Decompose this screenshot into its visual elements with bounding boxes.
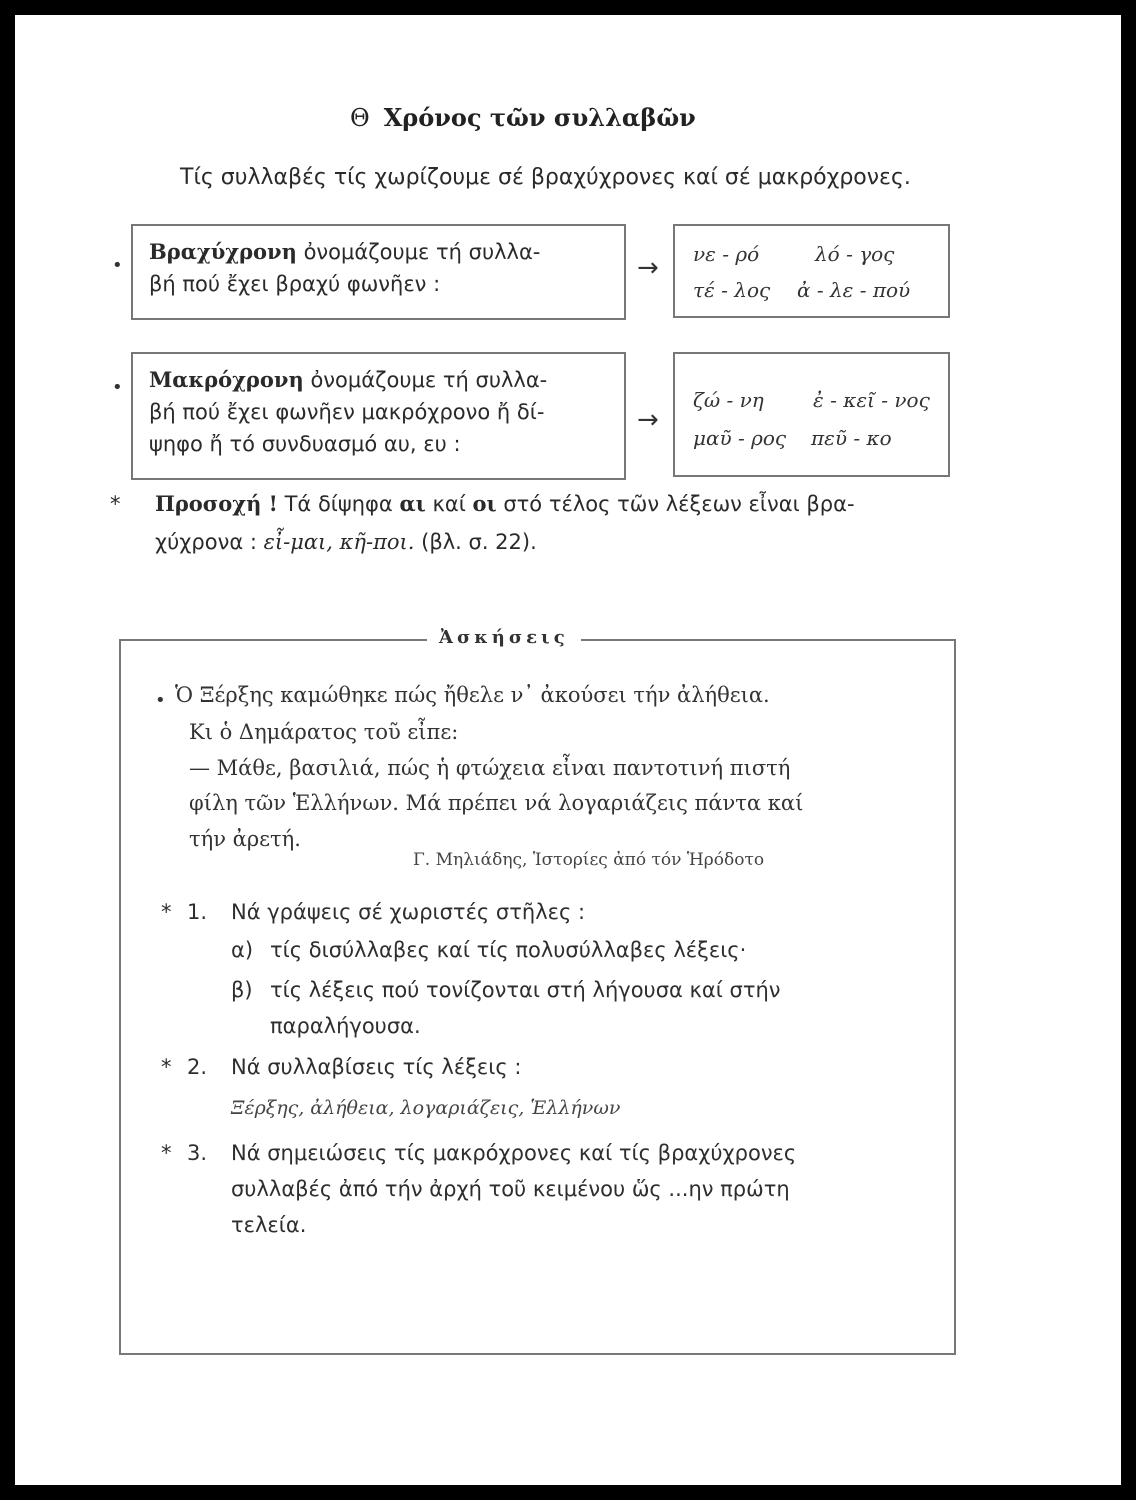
example-word: ἐ - κεῖ - νος [813,388,930,412]
rule-term: Μακρόχρονη [149,367,304,392]
task-number: α) [231,938,254,962]
section-letter: Θ [350,104,370,132]
task-text: Νά σημειώσεις τίς μακρόχρονες καί τίς βραχύχρονες [231,1141,797,1165]
rule-text: βή πού ἔχει βραχύ φωνῆεν : [149,272,441,296]
arrow-icon: → [637,253,659,283]
task-text: Νά συλλαβίσεις τίς λέξεις : [231,1055,522,1079]
rule-bullet: • [112,255,123,276]
note-text: στό τέλος τῶν λέξεων εἶναι βρα- [503,492,855,516]
rule-text: ψηφο ἤ τό συνδυασμό αυ, ευ : [149,432,461,456]
task-text: Νά γράψεις σέ χωριστές στῆλες : [231,900,586,924]
example-word: ζώ - νη [693,388,764,412]
passage-line: Κι ὁ Δημάρατος τοῦ εἶπε: [189,720,459,744]
note-text: Τά δίψηφα [284,492,393,516]
note-text: καί [432,492,466,516]
note-digraph: οι [472,491,497,516]
note-digraph: αι [399,491,426,516]
rule-bullet: • [112,377,123,398]
note-reference: (βλ. σ. 22). [421,530,537,554]
passage-source: Γ. Μηλιάδης, Ἱστορίες ἀπό τόν Ἡρόδοτο [413,850,765,870]
section-title-text: Χρόνος τῶν συλλαβῶν [383,103,696,132]
section-title [350,103,696,132]
task-number: 1. [187,900,208,924]
arrow-icon: → [637,405,659,435]
textbook-page [15,15,1121,1485]
task-text: τίς δισύλλαβες καί τίς πολυσύλλαβες λέξεις· [270,938,747,962]
example-word: μαῦ - ρος [693,426,787,450]
task-text: τελεία. [231,1213,307,1237]
passage-bullet: • [155,690,166,711]
task-star: * [161,1141,172,1165]
passage-line: Ὁ Ξέρξης καμώθηκε πώς ἤθελε ν᾿ ἀκούσει τήν ἀλήθεια. [175,683,770,707]
example-word: τέ - λος [693,278,771,302]
rule-text: ὀνομάζουμε τή συλλα- [303,240,541,264]
task-star: * [161,1055,172,1079]
example-box-short [673,224,950,318]
rule-text: βή πού ἔχει φωνῆεν μακρόχρονο ἤ δί- [149,400,545,424]
task-text: συλλαβές ἀπό τήν ἀρχή τοῦ κειμένου ὥς ...ην πρώτη [231,1177,790,1201]
task-number: 2. [187,1055,208,1079]
note-example: εἶ-μαι, [263,530,333,554]
rule-box-short [131,224,626,320]
task-words: Ξέρξης, ἀλήθεια, λογαριάζεις, Ἑλλήνων [231,1097,621,1119]
task-number: 3. [187,1141,208,1165]
example-word: πεῦ - κο [811,426,892,450]
example-word: ἀ - λε - πού [797,278,911,302]
example-word: νε - ρό [693,242,760,266]
passage-line: φίλη τῶν Ἑλλήνων. Μά πρέπει νά λογαριάζεις πάντα καί [189,791,804,815]
passage-line: — Μάθε, βασιλιά, πώς ἡ φτώχεια εἶναι παντοτινή πιστή [189,756,791,780]
rule-text: ὀνομάζουμε τή συλλα- [310,368,548,392]
exercises-heading: Ἀσκήσεις [427,627,581,648]
example-box-long [673,352,950,477]
task-star: * [161,900,172,924]
note-text: χύχρονα : [155,530,257,554]
note-example: κῆ-ποι. [339,530,415,554]
rule-term: Βραχύχρονη [149,239,297,264]
example-word: λό - γος [815,242,895,266]
rule-box-long [131,352,626,480]
task-text: παραλήγουσα. [270,1014,421,1038]
note-bold: Προσοχή ! [155,491,278,516]
note-star: * [110,492,121,516]
task-number: β) [231,978,253,1002]
passage-line: τήν ἀρετή. [189,827,301,851]
task-text: τίς λέξεις πού τονίζονται στή λήγουσα καί στήν [270,978,781,1002]
intro-sentence: Τίς συλλαβές τίς χωρίζουμε σέ βραχύχρονες καί σέ μακρόχρονες. [180,165,911,190]
